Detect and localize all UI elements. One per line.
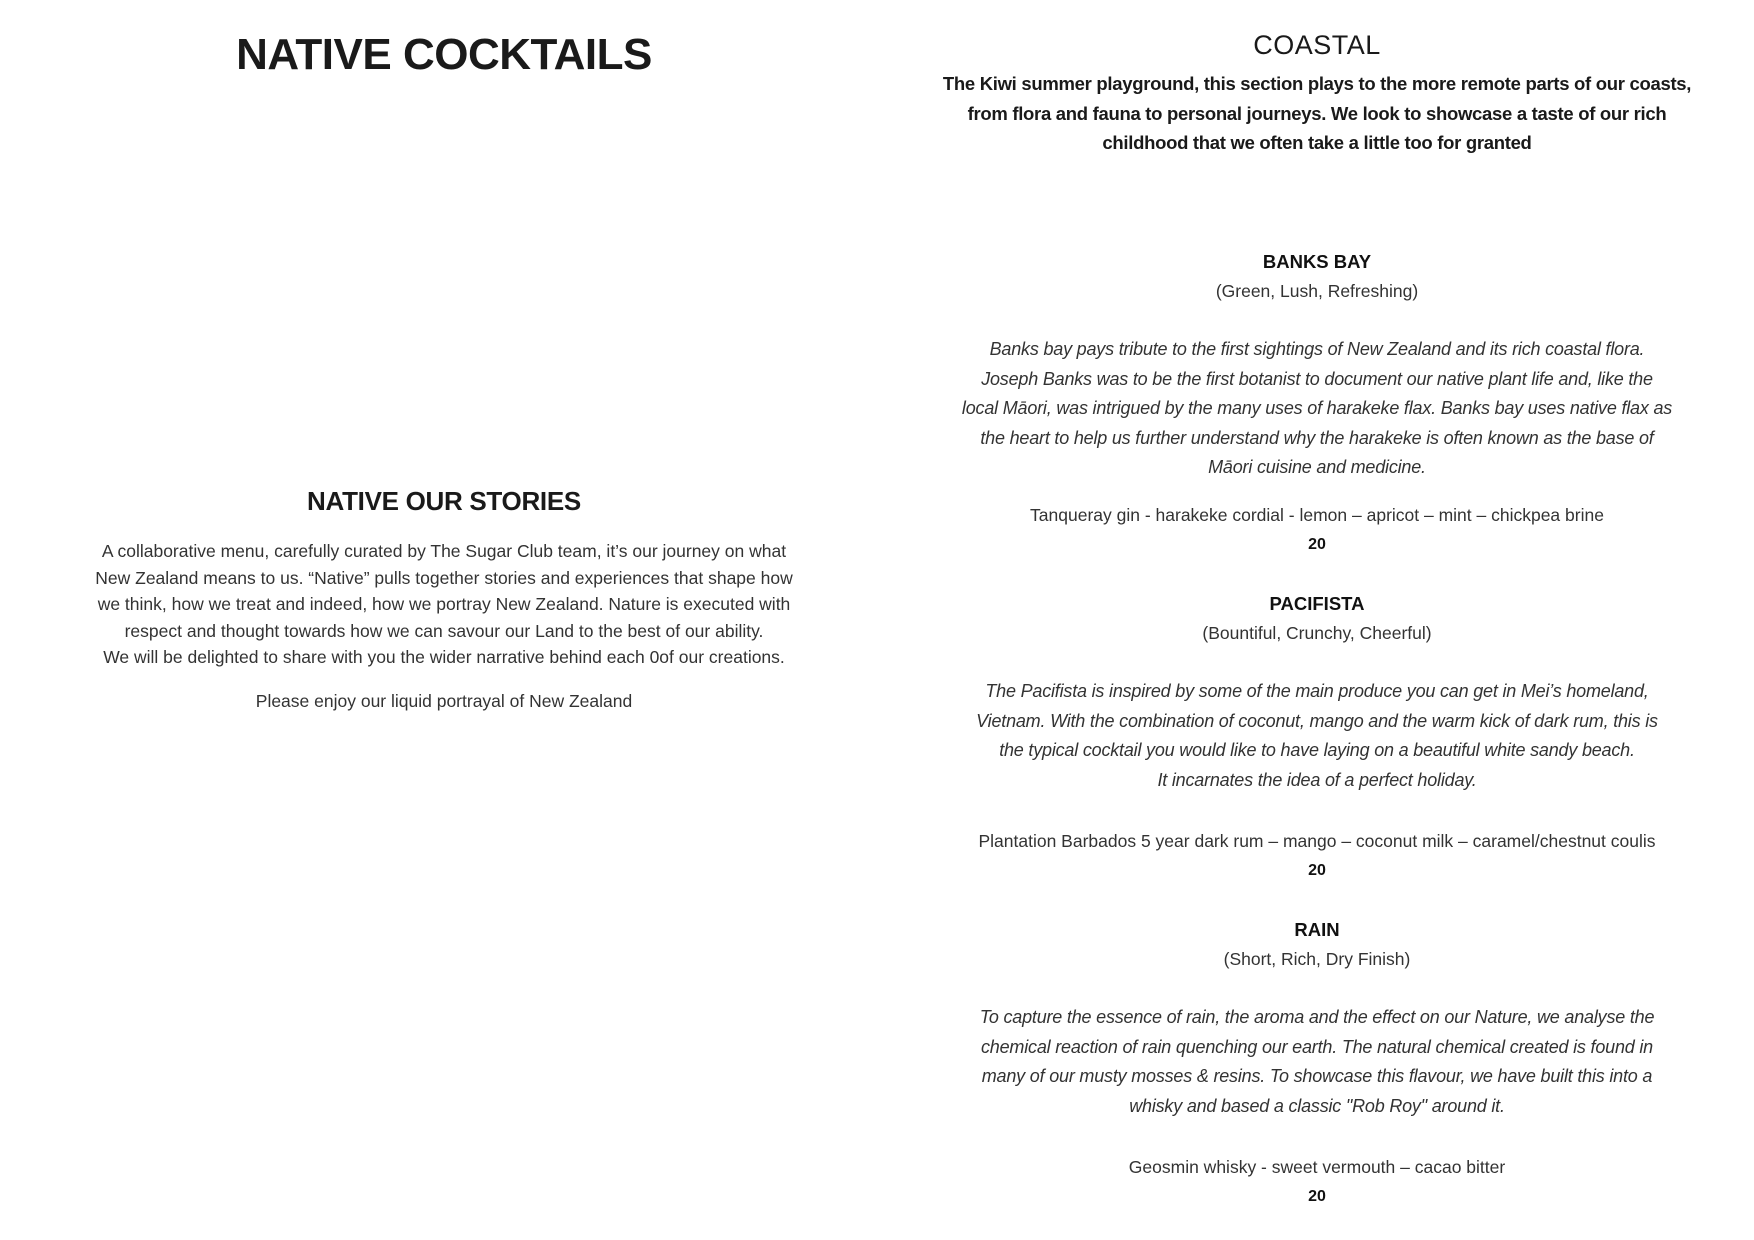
stories-paragraph	[40, 538, 848, 671]
stories-line: New Zealand means to us. “Native” pulls together stories and experiences that shape how	[95, 567, 793, 588]
description-line: chemical reaction of rain quenching our earth. The natural chemical created is found in	[981, 1036, 1653, 1057]
cocktail-tags: (Green, Lush, Refreshing)	[1215, 281, 1419, 301]
description-line: Banks bay pays tribute to the first sightings of New Zealand and its rich coastal flora.	[989, 339, 1645, 359]
section-intro	[920, 69, 1714, 158]
cocktail-price: 20	[1308, 536, 1326, 553]
cocktail-tags: (Short, Rich, Dry Finish)	[1223, 949, 1411, 969]
cocktail-ingredients: Geosmin whisky - sweet vermouth – cacao bitter	[1128, 1157, 1506, 1177]
description-line: To capture the essence of rain, the aroma and the effect on our Nature, we analyse the	[979, 1007, 1655, 1027]
intro-line: from flora and fauna to personal journeys. We look to showcase a taste of our rich	[967, 102, 1667, 124]
stories-line: We will be delighted to share with you the wider narrative behind each 0of our creations.	[103, 647, 785, 668]
page-title: NATIVE COCKTAILS	[236, 30, 652, 79]
description-line: Joseph Banks was to be the first botanist to document our native plant life and, like the	[981, 368, 1653, 389]
cocktail-description	[920, 335, 1714, 483]
stories-line: respect and thought towards how we can savour our Land to the best of our ability.	[124, 620, 764, 641]
cocktail-price: 20	[1308, 862, 1326, 879]
closing-line: Please enjoy our liquid portrayal of New Zealand	[255, 691, 633, 711]
cocktail-name: BANKS BAY	[1262, 251, 1372, 272]
description-line: the heart to help us further understand why the harakeke is often known as the base of	[980, 427, 1654, 448]
cocktail-name: RAIN	[1294, 919, 1340, 940]
stories-heading: NATIVE OUR STORIES	[307, 486, 581, 516]
intro-line: childhood that we often take a little too for granted	[1102, 132, 1532, 153]
description-line: Māori cuisine and medicine.	[1208, 457, 1426, 478]
cocktail-ingredients: Plantation Barbados 5 year dark rum – mango – coconut milk – caramel/chestnut coulis	[978, 831, 1656, 851]
description-line: many of our musty mosses & resins. To showcase this flavour, we have built this into a	[981, 1066, 1653, 1087]
description-line: whisky and based a classic "Rob Roy" around it.	[1129, 1095, 1505, 1116]
description-line: Vietnam. With the combination of coconut, mango and the warm kick of dark rum, this is	[976, 710, 1658, 731]
cocktail-ingredients: Tanqueray gin - harakeke cordial - lemon – apricot – mint – chickpea brine	[1030, 505, 1604, 525]
cocktail-description	[920, 677, 1714, 795]
stories-line: A collaborative menu, carefully curated by The Sugar Club team, it’s our journey on what	[101, 541, 787, 561]
intro-line: The Kiwi summer playground, this section plays to the more remote parts of our coasts,	[942, 73, 1692, 94]
cocktail-description	[920, 1003, 1714, 1121]
cocktail-price: 20	[1308, 1188, 1326, 1205]
stories-line: we think, how we treat and indeed, how we portray New Zealand. Nature is executed with	[97, 594, 791, 615]
cocktail-name: PACIFISTA	[1269, 593, 1365, 614]
section-title: COASTAL	[1253, 30, 1381, 60]
description-line: It incarnates the idea of a perfect holiday.	[1157, 769, 1477, 790]
cocktail-tags: (Bountiful, Crunchy, Cheerful)	[1202, 623, 1432, 643]
description-line: local Māori, was intrigued by the many uses of harakeke flax. Banks bay uses native flax as	[961, 398, 1673, 419]
description-line: the typical cocktail you would like to have laying on a beautiful white sandy beach.	[999, 740, 1635, 761]
description-line: The Pacifista is inspired by some of the main produce you can get in Mei’s homeland,	[985, 681, 1649, 701]
